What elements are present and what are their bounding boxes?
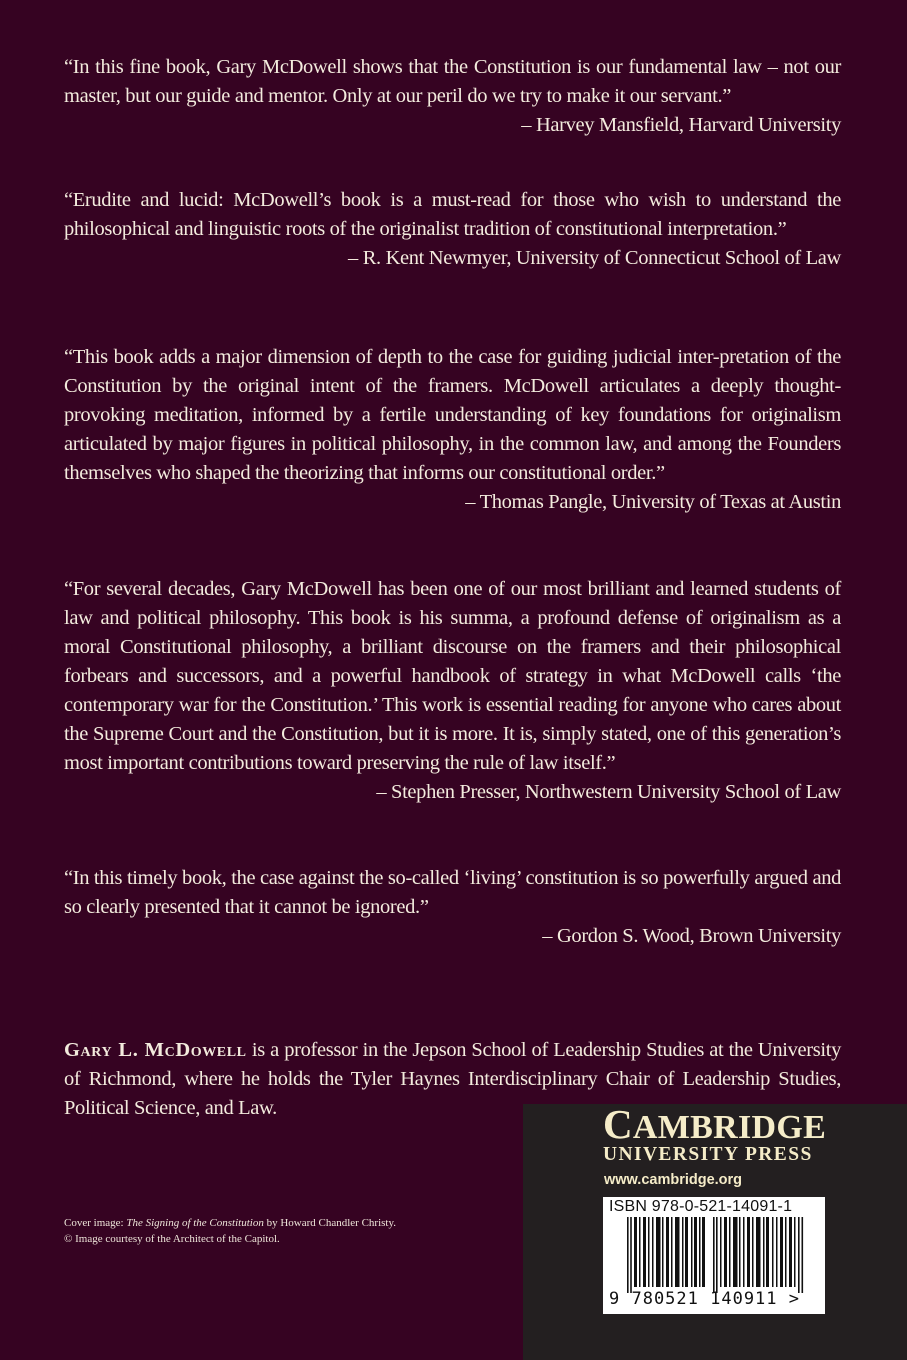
isbn-label: ISBN 978-0-521-14091-1	[609, 1198, 793, 1215]
publisher-name-initial: C	[603, 1101, 633, 1147]
cover-credit-line2: © Image courtesy of the Architect of the Capitol.	[64, 1233, 280, 1245]
testimonial-attribution: – R. Kent Newmyer, University of Connecticut School of Law	[348, 247, 841, 269]
testimonial-presser	[64, 575, 841, 807]
barcode-icon	[627, 1217, 805, 1293]
publisher-name-rest: AMBRIDGE	[632, 1109, 827, 1146]
publisher-url: www.cambridge.org	[604, 1172, 743, 1188]
cover-credit-line1	[64, 1215, 396, 1231]
testimonial-pangle	[64, 343, 841, 517]
testimonial-quote: “This book adds a major dimension of depth to the case for guiding judicial inter-pretation of the Constitution by the original intent of the framers. McDowell articulates a deeply thought-provoking meditation, informed by a fertile understanding of key foundations for originalism articulated by major figures in political philosophy, in the common law, and among the Founders themselves who shaped the theorizing that informs our constitutional order.”	[64, 346, 841, 484]
testimonial-attribution: – Thomas Pangle, University of Texas at Austin	[465, 491, 841, 513]
testimonial-quote: “In this fine book, Gary McDowell shows that the Constitution is our fundamental law – not our master, but our guide and mentor. Only at our peril do we try to make it our servant.”	[64, 56, 841, 107]
author-bio-text: is a professor in the Jepson School of Leadership Studies at the University of Richmond, where he holds the Tyler Haynes Interdisciplinary Chair of Leadership Studies, Political Science, and Law.	[64, 1039, 841, 1119]
testimonial-attribution: – Harvey Mansfield, Harvard University	[521, 114, 841, 136]
testimonial-quote: “Erudite and lucid: McDowell’s book is a must-read for those who wish to understand the philosophical and linguistic roots of the originalist tradition of constitutional interpretation.”	[64, 189, 841, 240]
testimonial-attribution: – Gordon S. Wood, Brown University	[542, 925, 841, 947]
isbn-barcode	[603, 1197, 825, 1314]
barcode-digits: 9 780521 140911 >	[609, 1289, 800, 1309]
publisher-logo-name	[523, 1101, 907, 1147]
cover-credit	[64, 1215, 396, 1247]
cover-credit-prefix: Cover image:	[64, 1217, 127, 1229]
cover-credit-suffix: by Howard Chandler Christy.	[263, 1217, 397, 1229]
author-name: Gary L. McDowell	[64, 1039, 247, 1061]
cover-painting-title: The Signing of the Constitution	[126, 1217, 264, 1229]
testimonial-newmyer	[64, 186, 841, 273]
testimonial-mansfield	[64, 53, 841, 140]
testimonial-quote: “In this timely book, the case against the so-called ‘living’ constitution is so powerfully argued and so clearly presented that it cannot be ignored.”	[64, 867, 841, 918]
publisher-panel	[523, 1101, 907, 1360]
testimonial-attribution: – Stephen Presser, Northwestern University School of Law	[376, 781, 841, 803]
testimonial-wood	[64, 864, 841, 951]
testimonial-quote: “For several decades, Gary McDowell has been one of our most brilliant and learned students of law and political philosophy. This book is his summa, a profound defense of originalism as a moral Constitutional philosophy, a brilliant discourse on the framers and their philosophical forbears and successors, and a powerful handbook of strategy in what McDowell calls ‘the contemporary war for the Constitution.’ This work is essential reading for anyone who cares about the Supreme Court and the Constitution, but it is more. It is, simply stated, one of this generation’s most important contributions toward preserving the rule of law itself.”	[64, 578, 841, 774]
publisher-subtitle: UNIVERSITY PRESS	[603, 1144, 813, 1165]
